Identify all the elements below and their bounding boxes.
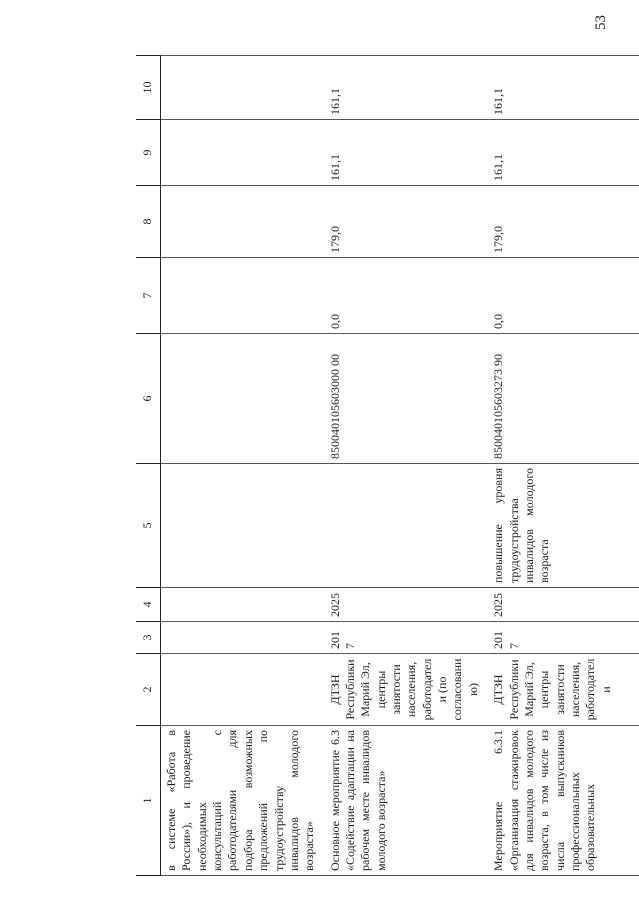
col-header-10: 10: [136, 56, 161, 120]
col-header-1: 1: [136, 726, 161, 876]
cell-result: повышение уровня трудоустройства инвалидов молодого возраста: [487, 464, 639, 588]
page-number: 53: [593, 15, 609, 30]
cell-result: [161, 464, 324, 588]
cell-value-8: [161, 186, 324, 258]
col-header-9: 9: [136, 120, 161, 186]
col-header-2: 2: [136, 654, 161, 726]
cell-executor: [161, 654, 324, 726]
table-row: [324, 56, 488, 876]
cell-start-year: 2017: [487, 622, 639, 654]
col-header-7: 7: [136, 258, 161, 334]
cell-end-year: 2025: [487, 588, 639, 622]
col-header-6: 6: [136, 334, 161, 464]
cell-value-9: 161,1: [487, 120, 639, 186]
cell-value-7: 0,0: [487, 258, 639, 334]
cell-end-year: [161, 588, 324, 622]
cell-budget-code: [161, 334, 324, 464]
cell-value-7: [161, 258, 324, 334]
col-header-5: 5: [136, 464, 161, 588]
header-row: [136, 56, 161, 876]
cell-result: [324, 464, 488, 588]
cell-value-10: 161,1: [487, 56, 639, 120]
cell-value-8: 179,0: [324, 186, 488, 258]
table-row: [161, 56, 324, 876]
cell-value-7: 0,0: [324, 258, 488, 334]
table-row: [487, 56, 639, 876]
cell-start-year: 2017: [324, 622, 488, 654]
cell-value-9: [161, 120, 324, 186]
cell-value-9: 161,1: [324, 120, 488, 186]
col-header-3: 3: [136, 622, 161, 654]
col-header-4: 4: [136, 588, 161, 622]
cell-activity: Мероприятие 6.3.1 «Организация стажировок для инвалидов молодого возраста, в том числе из числа выпускников профессиональных образовательных: [487, 726, 639, 876]
cell-executor: ДТЗН Республики Марий Эл, центры занятости населения, работодатели: [487, 654, 639, 726]
cell-budget-code: 850040105603273 90: [487, 334, 639, 464]
cell-end-year: 2025: [324, 588, 488, 622]
col-header-8: 8: [136, 186, 161, 258]
cell-activity: в системе «Работа в России»), и проведение необходимых консультаций с работодателями для подбора возможных предложений по трудоустройству инвалидов молодого возраста»: [161, 726, 324, 876]
cell-activity: Основное мероприятие 6.3 «Содействие адаптации на рабочем месте инвалидов молодого возраста»: [324, 726, 488, 876]
cell-budget-code: 850040105603000 00: [324, 334, 488, 464]
cell-value-8: 179,0: [487, 186, 639, 258]
cell-value-10: [161, 56, 324, 120]
cell-value-10: 161,1: [324, 56, 488, 120]
budget-table-landscape: [136, 56, 613, 876]
cell-executor: ДТЗН Республики Марий Эл, центры занятости населения, работодатели (по согласованию): [324, 654, 488, 726]
budget-table: [136, 55, 639, 876]
cell-start-year: [161, 622, 324, 654]
